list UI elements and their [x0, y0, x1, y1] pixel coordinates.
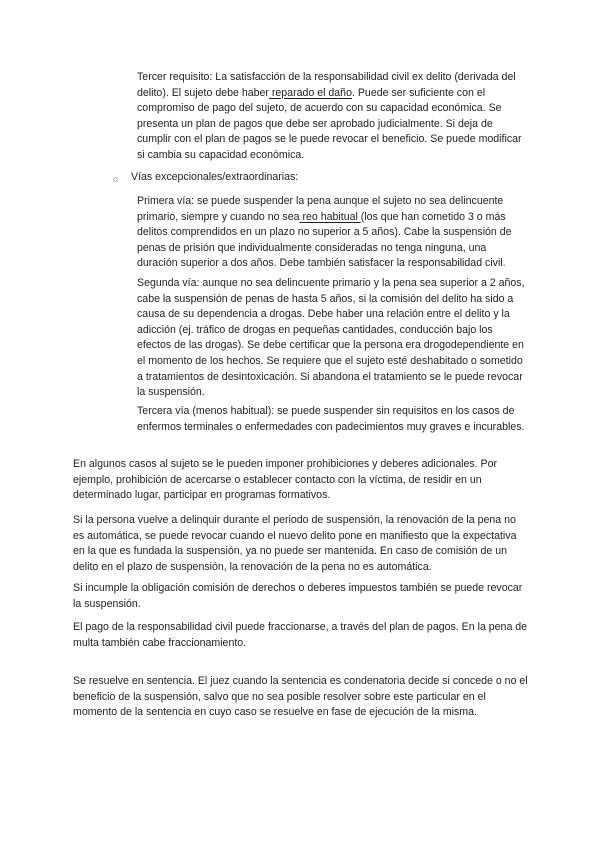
tercera-via-paragraph: Tercera vía (menos habitual): se puede suspender sin requisitos en los casos de enfermos terminales o enfermedades con padecimientos muy graves e incurables.	[137, 405, 525, 433]
hollow-bullet-icon: ○	[113, 174, 119, 184]
sentencia-paragraph: Se resuelve en sentencia. El juez cuando la sentencia es condenatoria decide si concede o no el beneficio de la suspensión, salvo que no sea posible resolver sobre este particular en el momento de la sentencia en cuyo caso se resuelve en fase de ejecución de la misma.	[73, 675, 528, 719]
pago-responsabilidad-paragraph: El pago de la responsabilidad civil puede fraccionarse, a través del plan de pagos. En la pena de multa también cabe fraccionamiento.	[73, 621, 528, 649]
primera-via-paragraph	[137, 194, 529, 272]
reparado-el-dano-underlined: reparado el daño	[268, 86, 352, 99]
primera-via-text-end: (los que han cometido 3 o más delitos comprendidos en un plazo no superior a 5 años). Cabe la suspensión de penas de prisión que individualmente consideradas no tenga ninguna, una duración superior a dos años. Debe también satisfacer la responsabilidad civil.	[137, 210, 512, 270]
tercer-requisito-text-start: Tercer requisito: La satisfacción de la responsabilidad civil ex delito (derivada del delito). El sujeto debe haber	[137, 71, 516, 99]
vias-excepcionales-heading: Vías excepcionales/extraordinarias:	[131, 171, 299, 183]
segunda-via-paragraph: Segunda vía: aunque no sea delincuente primario y la pena sea superior a 2 años, cabe la suspensión de penas de hasta 5 años, si la comisión del delito ha sido a causa de su dependencia a drogas. Debe haber una relación entre el delito y la adicción (ej. tráfico de drogas en pequeñas cantidades, conducción bajo los efectos de las drogas). Se debe certificar que la persona era drogodependiente en el momento de los hechos. Se requiere que el sujeto esté deshabitado o sometido a tratamientos de desintoxicación. Si abandona el tratamiento se le puede revocar la suspensión.	[137, 277, 525, 399]
reo-habitual-underlined: reo habitual	[299, 210, 361, 223]
prohibiciones-paragraph: En algunos casos al sujeto se le pueden imponer prohibiciones y deberes adicionales. Por ejemplo, prohibición de acercarse o establecer contacto con la víctima, de residir en un determinado lugar, participar en programas formativos.	[73, 458, 498, 502]
tercer-requisito-paragraph	[137, 70, 529, 164]
primera-via-text-start: Primera vía: se puede suspender la pena aunque el sujeto no sea delincuente primario, siempre y cuando no sea	[137, 195, 504, 223]
incumple-obligacion-paragraph: Si incumple la obligación comisión de derechos o deberes impuestos también se puede revocar la suspensión.	[73, 582, 523, 610]
tercer-requisito-text-end: . Puede ser suficiente con el compromiso de pago del sujeto, de acuerdo con su capacidad económica. Se presenta un plan de pagos que debe ser aprobado judicialmente. Si deja de cumplir con el plan de pagos se le puede revocar el beneficio. Se puede modificar si cambia su capacidad económica.	[137, 86, 522, 161]
vuelve-a-delinquir-paragraph: Si la persona vuelve a delinquir durante el periodo de suspensión, la renovación de la pena no es automática, se puede revocar cuando el nuevo delito pone en manifiesto que la expectativa en la que es fundada la suspensión, ya no puede ser mantenida. En caso de comisión de un delito en el plazo de suspensión, la renovación de la pena no es automática.	[73, 514, 517, 573]
